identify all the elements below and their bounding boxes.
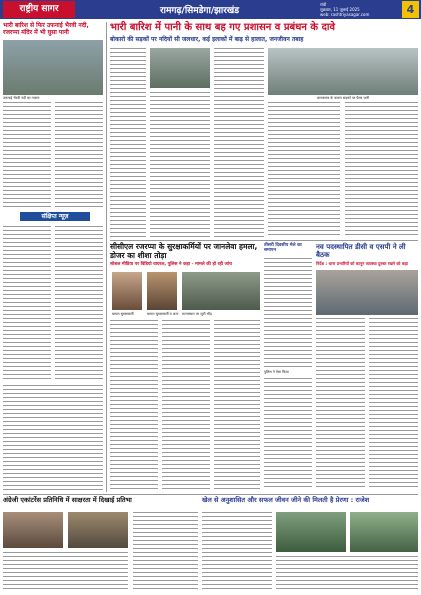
web-address: web: rashtriyasagar.com	[320, 12, 370, 17]
city-label: रांची	[320, 2, 327, 7]
date-box	[320, 2, 369, 17]
crime-caption-1: धायल सुरक्षाकर्मी	[112, 312, 134, 316]
small-col-note: पुलिस ने ऐसा किया	[264, 370, 289, 374]
left-top-body-1	[3, 102, 51, 207]
river-photo-caption: उफनाई भैरवी नदी का नजारा	[3, 96, 40, 100]
brief-box-title: संक्षिप्त न्यूज़	[20, 212, 90, 221]
lead-photo-caption: जलजमाव के कारण सड़कों पर फैसा पानी	[316, 96, 370, 100]
bottom-right-photo-1	[276, 512, 346, 552]
crime-caption-3: घटनास्थल पर जुटी भीड़	[182, 312, 212, 316]
bottom-right-body-1	[202, 512, 272, 592]
crime-headline: सीसीएल रजरप्पा के सुरक्षाकर्मियों पर जानलेवा हमला, डोजर का शीशा तोड़ा	[110, 242, 258, 260]
crime-photo-2	[147, 272, 177, 310]
right-headline: नव पदस्थापित डीसी व एसपी ने ली बैठक	[316, 243, 406, 260]
bottom-left-photo-2	[68, 512, 128, 548]
crime-photo-3	[182, 272, 260, 310]
row-rule-2	[3, 494, 418, 495]
brief-body-1	[3, 226, 51, 381]
small-col-body-2	[264, 378, 312, 490]
lead-body-1	[110, 48, 146, 238]
masthead-logo: राष्ट्रीय सागर	[3, 1, 75, 18]
lead-photo-main	[268, 48, 418, 95]
bottom-right-headline: खेल से अनुशासित और सफल जीवन जीने की मिलती है प्रेरणा : राजेश	[202, 496, 370, 504]
crime-body-3	[214, 320, 260, 490]
bottom-right-photo-2	[350, 512, 418, 552]
bottom-left-photo-1	[3, 512, 63, 548]
section-title: रामगढ़/सिमडेगा/झारखंड	[160, 6, 240, 16]
lead-body-5	[345, 102, 418, 238]
small-col-body	[264, 258, 312, 368]
crime-caption-2: धायल सुरक्षाकर्मी व अन्य	[147, 312, 179, 316]
lead-body-4	[268, 102, 340, 238]
river-photo	[3, 40, 103, 95]
crime-photo-1	[112, 272, 142, 310]
page-number-badge: 4	[402, 1, 419, 18]
row-rule-1	[110, 240, 418, 241]
lead-body-3	[214, 48, 264, 238]
crime-body-2	[162, 320, 210, 490]
lead-subhead: बोकारो की सड़कों पर नदियों सी जलधार, कई इलाकों में बाढ़ से हालात, जनजीवन तबाह	[110, 36, 304, 43]
lead-headline: भारी बारिश में पानी के साथ बह गए प्रशासन व प्रबंधन के दावे	[110, 22, 336, 33]
right-photo	[316, 270, 418, 315]
date-line: शुक्रवार, 11 जुलाई 2025	[320, 7, 360, 12]
brief-body-3	[3, 385, 103, 490]
bottom-left-body-2	[3, 552, 128, 592]
left-top-headline: भारी बारिश से फिर उफनाई भैरवी नदी, रजरप्पा मंदिर में भी घुसा पानी	[3, 22, 89, 36]
right-subhead: निर्देश : थाना प्रभारियों को कानून व्यवस्था दुरुस्त रखने को कहा	[316, 261, 409, 266]
right-body-1	[316, 318, 365, 490]
crime-subhead: सोशल मीडिया पर विडियो वायरल, पुलिस ने कहा - मामले की हो रही जांच	[110, 262, 232, 267]
lead-photo-small	[150, 48, 210, 88]
left-top-body-2	[55, 102, 103, 207]
bottom-left-headline: अंग्रेजी एकांटर्रेस प्रतिनिधि में साक्षरता में दिखाई प्रतिभा	[3, 496, 132, 504]
bottom-right-body-2	[276, 556, 418, 592]
lead-body-2	[150, 92, 210, 238]
bottom-left-body-1	[133, 512, 198, 592]
small-col-headline: तीसरी दिवसीय मेले का समापन	[264, 243, 302, 254]
column-rule-left	[106, 22, 107, 492]
right-body-2	[369, 318, 418, 490]
brief-body-2	[55, 226, 103, 381]
crime-body-1	[110, 320, 158, 490]
